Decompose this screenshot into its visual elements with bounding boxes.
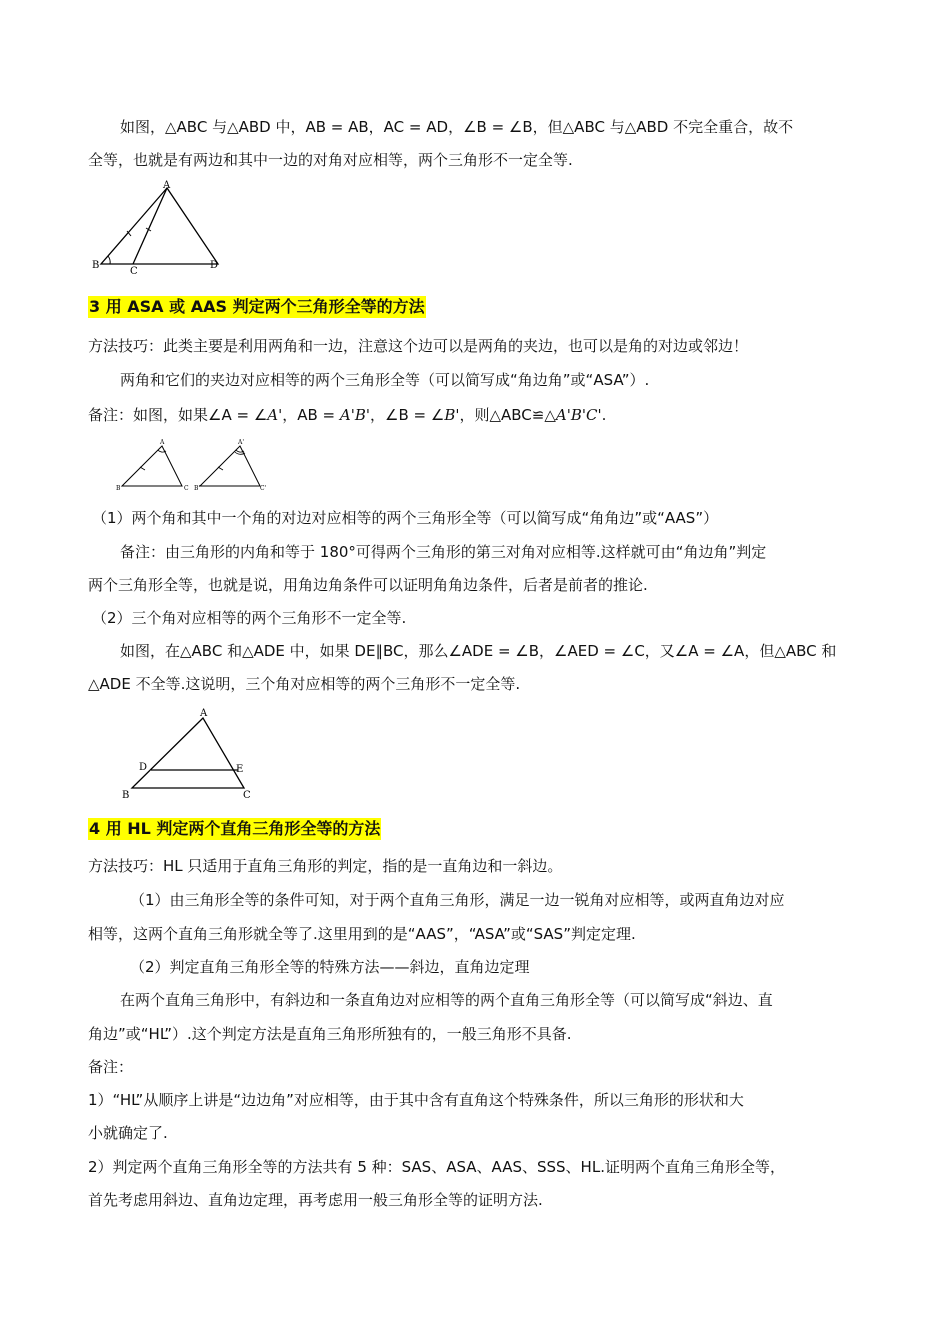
section4-p3-l1: 在两个直角三角形中，有斜边和一条直角边对应相等的两个直角三角形全等（可以简写成“斜边、直 [120,991,773,1009]
section3-item2-l1: 如图，在△ABC 和△ADE 中，如果 DE∥BC，那么∠ADE = ∠B，∠AED = ∠C，又∠A = ∠A，但△ABC 和 [120,642,837,660]
fig1-label-c: C [130,266,138,276]
section4-p3-l2: 角边”或“HL”）.这个判定方法是直角三角形所独有的，一般三角形不具备. [88,1025,572,1043]
fig2-label-c: C [184,485,189,492]
figure-triangles-abc-ade [118,704,258,802]
section4-heading: 4 用 HL 判定两个直角三角形全等的方法 [89,819,381,838]
section4-n2-l1: 2）判定两个直角三角形全等的方法共有 5 种：SAS、ASA、AAS、SSS、HL.证明两个直角三角形全等， [88,1158,785,1176]
note-abc-prime: A'B'C' [555,406,602,424]
note-ab-prime: A'B' [339,406,371,424]
fig3-label-d: D [139,762,148,773]
para1-line2: 全等，也就是有两边和其中一边的对角对应相等，两个三角形不一定全等. [88,151,573,169]
fig3-label-c: C [243,790,251,801]
section4-p2: （2）判定直角三角形全等的特殊方法——斜边，直角边定理 [130,958,530,976]
section3-item1: （1）两个角和其中一个角的对边对应相等的两个三角形全等（可以简写成“角角边”或“AAS”） [92,509,719,527]
section3-item1-note-l1: 备注：由三角形的内角和等于 180°可得两个三角形的第三对角对应相等.这样就可由“角边角”判定 [120,543,767,561]
fig3-label-a: A [200,708,208,719]
section4-p1-l1: （1）由三角形全等的条件可知，对于两个直角三角形，满足一边一锐角对应相等，或两直角边对应 [130,891,785,909]
section4-p1-l2: 相等，这两个直角三角形就全等了.这里用到的是“AAS”，“ASA”或“SAS”判定定理. [88,925,636,943]
note-end: . [601,406,607,424]
section3-tip: 方法技巧：此类主要是利用两角和一边，注意这个边可以是两角的夹边，也可以是角的对边或邻边！ [88,337,749,355]
section3-rule: 两角和它们的夹边对应相等的两个三角形全等（可以简写成“角边角”或“ASA”）. [120,371,650,389]
para1-line1: 如图，△ABC 与△ABD 中，AB = AB，AC = AD，∠B = ∠B，但△ABC 与△ABD 不完全重合，故不 [120,118,794,136]
note-prefix: 备注：如图，如果∠A = ∠ [88,406,268,424]
note-mid2: ，∠B = ∠ [370,406,445,424]
section4-note-label: 备注： [88,1058,134,1076]
fig1-label-b: B [92,260,100,271]
fig2-label-b: B [116,485,121,492]
section4-n2-l2: 首先考虑用斜边、直角边定理，再考虑用一般三角形全等的证明方法. [88,1191,543,1209]
fig3-label-e: E [236,764,244,775]
section3-item2: （2）三个角对应相等的两个三角形不一定全等. [92,609,407,627]
section3-item2-l2: △ADE 不全等.这说明，三个角对应相等的两个三角形不一定全等. [88,675,521,693]
fig2-label-c-prime: C' [260,485,267,492]
section3-item1-note-l2: 两个三角形全等，也就是说，用角边角条件可以证明角角边条件，后者是前者的推论. [88,576,648,594]
section4-tip: 方法技巧：HL 只适用于直角三角形的判定，指的是一直角边和一斜边。 [88,857,563,875]
note-mid3: ，则△ABC≌△ [459,406,556,424]
section4-n1-l1: 1）“HL”从顺序上讲是“边边角”对应相等，由于其中含有直角这个特殊条件，所以三角形的形状和大 [88,1091,744,1109]
note-b-prime: B' [444,406,460,424]
fig2-label-a-prime: A' [238,439,244,446]
figure-triangles-asa [112,436,272,496]
fig2-label-b-prime: B' [194,485,201,492]
figure-triangles-abc-abd [88,178,228,276]
fig1-label-a: A [163,180,171,191]
note-mid1: ，AB = [282,406,336,424]
section3-note [88,405,606,425]
section3-heading: 3 用 ASA 或 AAS 判定两个三角形全等的方法 [89,297,425,316]
note-a-prime: A' [267,406,283,424]
fig1-label-d: D [210,260,219,271]
fig2-label-a: A [160,439,165,446]
fig3-label-b: B [122,790,130,801]
section4-n1-l2: 小就确定了. [88,1124,168,1142]
